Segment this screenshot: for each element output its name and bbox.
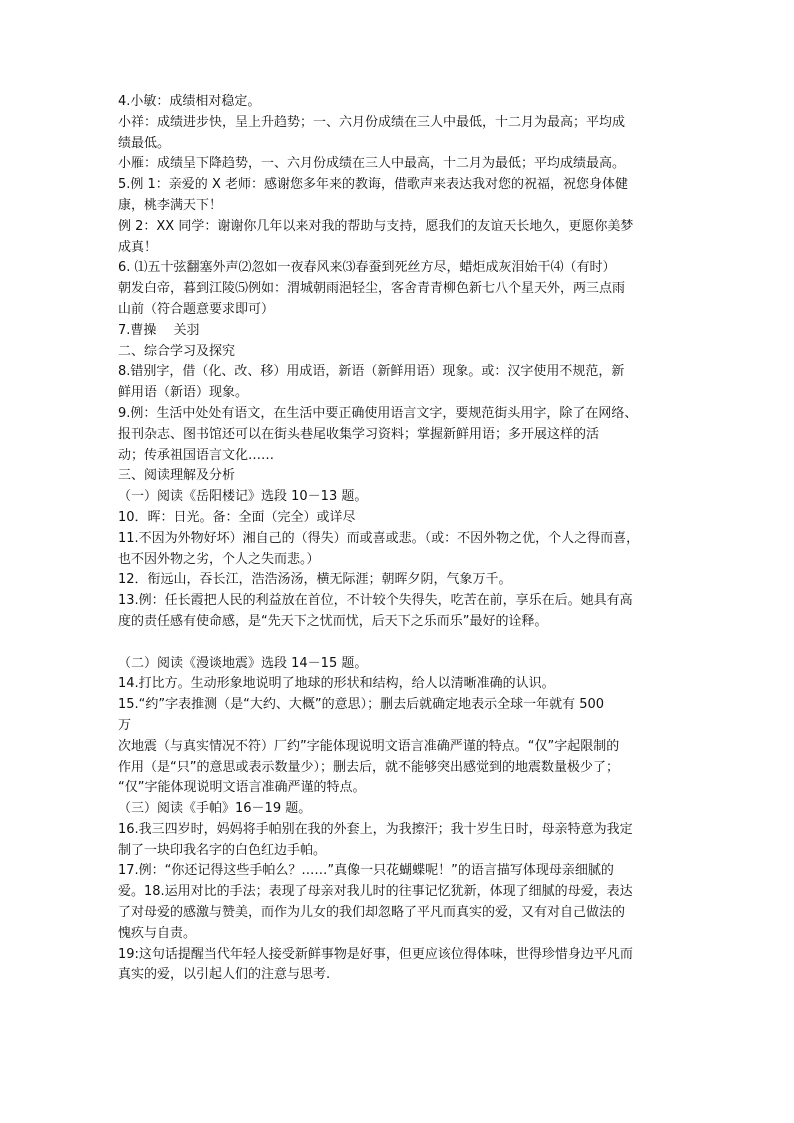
blank-line <box>118 633 680 654</box>
text-line: 11.不因为外物好坏）湘自己的（得失）而或喜或悲。（或：不因外物之优，个人之得而喜， <box>118 530 640 546</box>
answer-document <box>118 92 680 986</box>
text-line: 10．晖：日光。备：全面（完全）或详尽 <box>118 509 356 525</box>
text-line: 8.错别字，借（化、改、移）用成语，新语（新鲜用语）现象。或：汉字使用不规范，新 <box>118 364 625 380</box>
text-line: 小祥：成绩进步快，呈上升趋势；一、六月份成绩在三人中最低，十二月为最高；平均成 <box>118 114 626 130</box>
text-line: 真实的爱，以引起人们的注意与思考. <box>118 967 331 983</box>
text-line: 也不因外物之劣，个人之失而悲。） <box>118 551 320 567</box>
text-line: 12．衔远山，吞长江，浩浩汤汤，横无际涯；朝晖夕阴，气象万千。 <box>118 572 512 588</box>
subsection-heading: （一）阅读《岳阳楼记》选段 10－13 题。 <box>118 489 368 505</box>
text-line: 山前（符合题意要求即可） <box>118 301 275 317</box>
text-line: 成真！ <box>118 239 158 255</box>
text-line: 小雁：成绩呈下降趋势，一、六月份成绩在三人中最高，十二月为最低；平均成绩最高。 <box>118 156 626 172</box>
text-line: 鲜用语（新语）现象。 <box>118 385 249 401</box>
text-line: 动；传承祖国语言文化…… <box>118 447 275 463</box>
text-line: 9.例：生活中处处有语文，在生活中要正确使用语言文字，要规范街头用字，除了在网络、 <box>118 405 638 421</box>
section-heading: 二、综合学习及探究 <box>118 343 236 359</box>
text-line: 13.例：任长霞把人民的利益放在首位，不计较个失得失，吃苦在前，享乐在后。她具有高 <box>118 593 633 609</box>
text-line: 15.“约”字表推测（是“大约、大概”的意思）；删去后就确定地表示全球一年就有 500 <box>118 697 605 713</box>
text-line: 制了一块印我名字的白色红边手帕。 <box>118 842 327 858</box>
text-line: 万 <box>118 717 132 733</box>
text-line: 19:这句话提醒当代年轻人接受新鲜事物是好事，但更应该位得体味，世得珍惜身边平凡而 <box>118 946 633 962</box>
text-line: 7.曹操 关羽 <box>118 322 200 338</box>
text-line: 爱。18.运用对比的手法；表现了母亲对我儿时的往事记忆犹新，体现了细腻的母爱，表达 <box>118 884 633 900</box>
section-heading: 三、阅读理解及分析 <box>118 468 236 484</box>
text-line: 康，桃李满天下！ <box>118 197 223 213</box>
text-line: 16.我三四岁时，妈妈将手帕别在我的外套上，为我擦汗；我十岁生日时，母亲特意为我定 <box>118 821 633 837</box>
subsection-heading: （三）阅读《手帕》16－19 题。 <box>118 801 312 817</box>
text-line: 4.小敏：成绩相对稳定。 <box>118 94 261 109</box>
text-line: 17.例：“你还记得这些手帕么？……”真像一只花蝴蝶呢！”的语言描写体现母亲细腻的 <box>118 863 614 879</box>
subsection-heading: （二）阅读《漫谈地震》选段 14－15 题。 <box>118 655 368 671</box>
text-line: 愧疚与自责。 <box>118 925 197 941</box>
text-line: 度的责任感有使命感，是“先天下之忧而忧，后天下之乐而乐”最好的诠释。 <box>118 613 548 629</box>
text-line: 例 2：XX 同学：谢谢你几年以来对我的帮助与支持，愿我们的友谊天长地久，更愿你美梦 <box>118 218 634 234</box>
text-line: 作用（是“只”的意思或表示数量少）；删去后，就不能够突出感觉到的地震数量极少了； <box>118 759 619 775</box>
text-line: 次地震（与真实情况不符）厂约”字能体现说明文语言准确严谨的特点。“仅”字起限制的 <box>118 738 620 754</box>
text-line: 了对母爱的感激与赞美，而作为儿女的我们却忽略了平凡而真实的爱，又有对自己做法的 <box>118 905 626 921</box>
text-line: 6. ⑴五十弦翻塞外声⑵忽如一夜春风来⑶春蚕到死丝方尽，蜡炬成灰泪始干⑷（有时） <box>118 260 616 276</box>
text-line: 14.打比方。生动形象地说明了地球的形状和结构，给人以清晰准确的认识。 <box>118 676 555 692</box>
text-line: 朝发白帝，暮到江陵⑸例如：渭城朝雨浥轻尘，客舍青青柳色新七八个星天外，两三点雨 <box>118 281 626 297</box>
text-line: 绩最低。 <box>118 135 171 151</box>
text-line: 报刊杂志、图书馆还可以在街头巷尾收集学习资料；掌握新鲜用语；多开展这样的活 <box>118 426 600 442</box>
text-line: “仅”字能体现说明文语言准确严谨的特点。 <box>118 780 366 796</box>
text-line: 5.例 1：亲爱的 X 老师：感谢您多年来的教诲，借歌声来表达我对您的祝福，祝您身体健 <box>118 177 628 193</box>
